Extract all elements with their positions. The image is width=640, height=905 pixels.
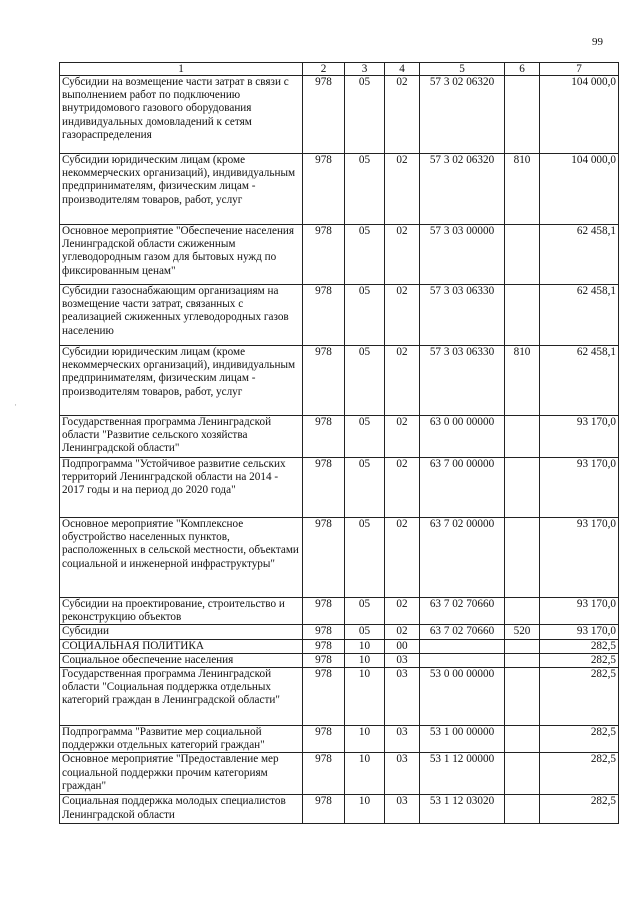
row-amount-cell: 93 170,0: [540, 458, 619, 518]
row-col3-cell: 10: [345, 795, 385, 824]
row-amount-cell: 282,5: [540, 753, 619, 795]
table-row: [60, 653, 619, 667]
row-col2-cell: 978: [303, 668, 345, 726]
table-row: [60, 518, 619, 598]
row-name-cell: Субсидии юридическим лицам (кроме некоммерческих организаций), индивидуальным предпринимателям, физическим лицам - производителям товаров, работ, услуг: [60, 346, 303, 416]
header-row: [60, 63, 619, 76]
table-row: [60, 668, 619, 726]
row-col2-cell: 978: [303, 346, 345, 416]
header-col-1: 1: [60, 63, 303, 76]
row-amount-cell: 93 170,0: [540, 625, 619, 639]
row-col6-cell: [505, 795, 540, 824]
row-col5-cell: 57 3 03 06330: [420, 285, 505, 346]
row-col3-cell: 10: [345, 653, 385, 667]
header-col-6: 6: [505, 63, 540, 76]
scan-speck: ·: [14, 400, 17, 410]
row-col6-cell: [505, 598, 540, 625]
row-col4-cell: 03: [385, 753, 420, 795]
row-col6-cell: [505, 653, 540, 667]
row-col5-cell: [420, 639, 505, 653]
row-col4-cell: 02: [385, 154, 420, 225]
row-col3-cell: 05: [345, 76, 385, 154]
table-row: [60, 416, 619, 458]
row-col3-cell: 10: [345, 726, 385, 753]
row-name-cell: Субсидии газоснабжающим организациям на возмещение части затрат, связанных с реализацией сжиженных углеводородных газов населению: [60, 285, 303, 346]
header-col-5: 5: [420, 63, 505, 76]
row-col2-cell: 978: [303, 625, 345, 639]
row-col2-cell: 978: [303, 416, 345, 458]
row-col5-cell: 63 7 02 70660: [420, 598, 505, 625]
row-col4-cell: 02: [385, 416, 420, 458]
row-col3-cell: 10: [345, 639, 385, 653]
row-amount-cell: 282,5: [540, 668, 619, 726]
table-row: [60, 598, 619, 625]
row-col5-cell: 63 0 00 00000: [420, 416, 505, 458]
table-row: [60, 795, 619, 824]
row-col5-cell: 57 3 02 06320: [420, 76, 505, 154]
row-amount-cell: 62 458,1: [540, 225, 619, 285]
row-col3-cell: 05: [345, 225, 385, 285]
row-name-cell: Субсидии на возмещение части затрат в связи с выполнением работ по подключению внутридомового газового оборудования индивидуальных домовладений к сетям газораспределения: [60, 76, 303, 154]
header-col-4: 4: [385, 63, 420, 76]
row-name-cell: Государственная программа Ленинградской области "Социальная поддержка отдельных категорий граждан в Ленинградской области": [60, 668, 303, 726]
row-name-cell: Социальное обеспечение населения: [60, 653, 303, 667]
row-name-cell: Подпрограмма "Развитие мер социальной поддержки отдельных категорий граждан": [60, 726, 303, 753]
row-col6-cell: 520: [505, 625, 540, 639]
row-amount-cell: 282,5: [540, 639, 619, 653]
row-col2-cell: 978: [303, 76, 345, 154]
row-col2-cell: 978: [303, 795, 345, 824]
row-col4-cell: 02: [385, 346, 420, 416]
row-col6-cell: [505, 639, 540, 653]
row-col6-cell: [505, 518, 540, 598]
row-col5-cell: 63 7 02 00000: [420, 518, 505, 598]
row-col2-cell: 978: [303, 518, 345, 598]
row-amount-cell: 104 000,0: [540, 154, 619, 225]
header-col-3: 3: [345, 63, 385, 76]
row-col5-cell: 57 3 03 00000: [420, 225, 505, 285]
row-col5-cell: 53 0 00 00000: [420, 668, 505, 726]
row-col5-cell: 53 1 12 03020: [420, 795, 505, 824]
row-col4-cell: 02: [385, 458, 420, 518]
row-col4-cell: 02: [385, 598, 420, 625]
table-row: [60, 346, 619, 416]
row-col6-cell: 810: [505, 346, 540, 416]
row-name-cell: Подпрограмма "Устойчивое развитие сельских территорий Ленинградской области на 2014 - 2017 годы и на период до 2020 года": [60, 458, 303, 518]
table-row: [60, 753, 619, 795]
table-row: [60, 458, 619, 518]
row-col5-cell: 57 3 02 06320: [420, 154, 505, 225]
row-col6-cell: [505, 753, 540, 795]
row-col4-cell: 00: [385, 639, 420, 653]
row-col6-cell: [505, 285, 540, 346]
header-col-7: 7: [540, 63, 619, 76]
row-col3-cell: 10: [345, 668, 385, 726]
row-col2-cell: 978: [303, 285, 345, 346]
table-row: [60, 154, 619, 225]
row-name-cell: Основное мероприятие "Обеспечение населения Ленинградской области сжиженным углеводородным газом для бытовых нужд по фиксированным ценам": [60, 225, 303, 285]
row-name-cell: Государственная программа Ленинградской области "Развитие сельского хозяйства Ленинградской области": [60, 416, 303, 458]
row-col2-cell: 978: [303, 639, 345, 653]
row-col6-cell: [505, 726, 540, 753]
row-col4-cell: 02: [385, 225, 420, 285]
page-number: 99: [592, 36, 603, 48]
row-amount-cell: 93 170,0: [540, 518, 619, 598]
row-col4-cell: 03: [385, 668, 420, 726]
row-col3-cell: 05: [345, 154, 385, 225]
row-name-cell: Субсидии юридическим лицам (кроме некоммерческих организаций), индивидуальным предпринимателям, физическим лицам - производителям товаров, работ, услуг: [60, 154, 303, 225]
row-name-cell: Основное мероприятие "Комплексное обустройство населенных пунктов, расположенных в сельской местности, объектами социальной и инженерной инфраструктуры": [60, 518, 303, 598]
row-amount-cell: 93 170,0: [540, 416, 619, 458]
row-amount-cell: 282,5: [540, 795, 619, 824]
row-amount-cell: 282,5: [540, 726, 619, 753]
row-col5-cell: [420, 653, 505, 667]
row-col5-cell: 63 7 00 00000: [420, 458, 505, 518]
row-name-cell: Социальная поддержка молодых специалистов Ленинградской области: [60, 795, 303, 824]
row-col2-cell: 978: [303, 225, 345, 285]
row-col3-cell: 05: [345, 598, 385, 625]
row-col6-cell: [505, 76, 540, 154]
table-row: [60, 625, 619, 639]
row-col6-cell: [505, 668, 540, 726]
row-col4-cell: 02: [385, 76, 420, 154]
budget-table: [59, 62, 619, 824]
header-col-2: 2: [303, 63, 345, 76]
row-col6-cell: [505, 458, 540, 518]
row-col3-cell: 05: [345, 625, 385, 639]
row-col4-cell: 03: [385, 653, 420, 667]
row-col6-cell: [505, 416, 540, 458]
row-col2-cell: 978: [303, 598, 345, 625]
table-row: [60, 639, 619, 653]
row-col3-cell: 05: [345, 285, 385, 346]
row-col2-cell: 978: [303, 653, 345, 667]
row-col3-cell: 05: [345, 416, 385, 458]
row-amount-cell: 93 170,0: [540, 598, 619, 625]
row-col3-cell: 05: [345, 458, 385, 518]
row-col5-cell: 63 7 02 70660: [420, 625, 505, 639]
row-name-cell: Субсидии на проектирование, строительство и реконструкцию объектов: [60, 598, 303, 625]
table-row: [60, 726, 619, 753]
row-col2-cell: 978: [303, 154, 345, 225]
row-col2-cell: 978: [303, 726, 345, 753]
row-col4-cell: 03: [385, 726, 420, 753]
row-name-cell: СОЦИАЛЬНАЯ ПОЛИТИКА: [60, 639, 303, 653]
row-col5-cell: 53 1 12 00000: [420, 753, 505, 795]
row-col6-cell: 810: [505, 154, 540, 225]
row-col5-cell: 57 3 03 06330: [420, 346, 505, 416]
table-row: [60, 76, 619, 154]
table-row: [60, 225, 619, 285]
row-amount-cell: 62 458,1: [540, 346, 619, 416]
row-col3-cell: 10: [345, 753, 385, 795]
row-col4-cell: 02: [385, 285, 420, 346]
row-col4-cell: 03: [385, 795, 420, 824]
row-name-cell: Основное мероприятие "Предоставление мер социальной поддержки прочим категориям граждан": [60, 753, 303, 795]
row-col3-cell: 05: [345, 346, 385, 416]
row-amount-cell: 62 458,1: [540, 285, 619, 346]
row-col2-cell: 978: [303, 458, 345, 518]
row-name-cell: Субсидии: [60, 625, 303, 639]
row-col4-cell: 02: [385, 625, 420, 639]
row-amount-cell: 282,5: [540, 653, 619, 667]
row-col5-cell: 53 1 00 00000: [420, 726, 505, 753]
row-col6-cell: [505, 225, 540, 285]
row-col2-cell: 978: [303, 753, 345, 795]
row-amount-cell: 104 000,0: [540, 76, 619, 154]
table-row: [60, 285, 619, 346]
row-col4-cell: 02: [385, 518, 420, 598]
row-col3-cell: 05: [345, 518, 385, 598]
